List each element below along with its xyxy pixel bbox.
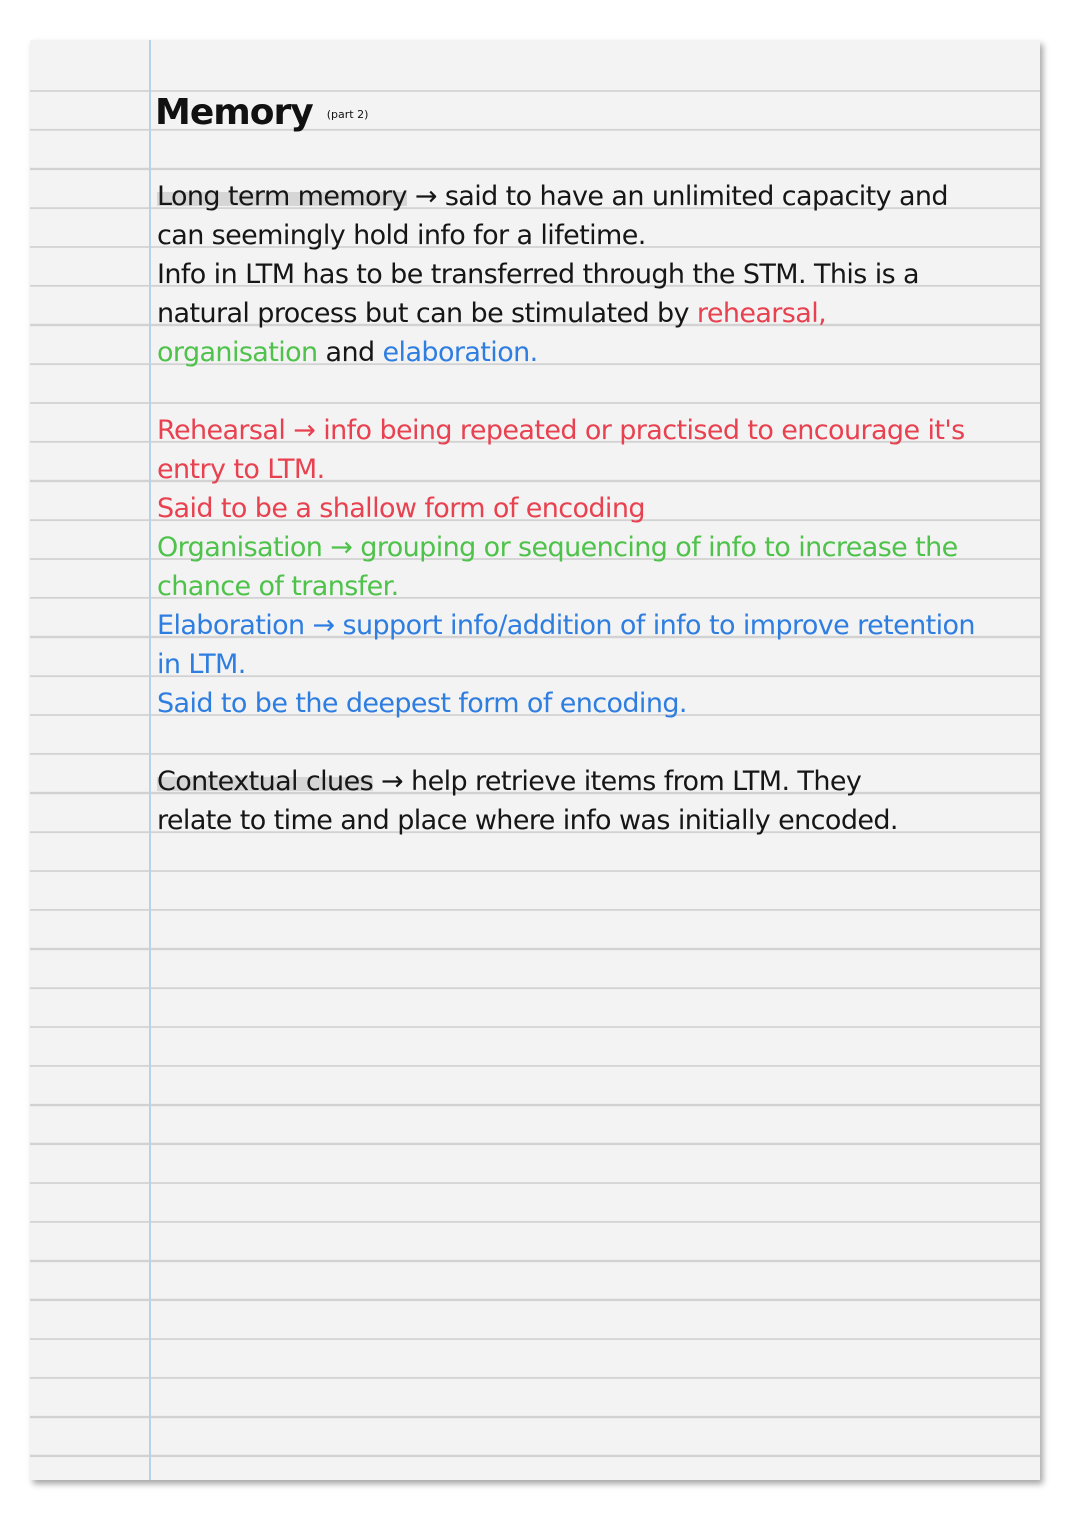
margin-line xyxy=(149,40,151,1480)
elaboration-line-3: Said to be the deepest form of encoding. xyxy=(157,688,687,719)
spacer xyxy=(157,723,1037,762)
ltm-line-4 xyxy=(157,294,1037,333)
elaboration-line-1: Elaboration → support info/addition of info to improve retention xyxy=(157,610,975,641)
spacer xyxy=(157,372,1037,411)
organisation-line-1: Organisation → grouping or sequencing of info to increase the xyxy=(157,532,958,563)
page-title xyxy=(155,92,368,133)
ltm-organisation-word: organisation xyxy=(157,337,318,368)
contextual-line-2: relate to time and place where info was initially encoded. xyxy=(157,805,898,836)
title-text: Memory xyxy=(155,92,313,133)
ltm-term: Long term memory xyxy=(157,181,407,212)
ltm-line-3: Info in LTM has to be transferred through the STM. This is a xyxy=(157,259,920,290)
ltm-elaboration-word: elaboration. xyxy=(382,337,538,368)
ltm-and-word: and xyxy=(317,337,383,368)
contextual-def: → help retrieve items from LTM. They xyxy=(373,766,862,797)
notebook-page xyxy=(30,40,1040,1480)
title-subtitle: (part 2) xyxy=(326,107,369,121)
rehearsal-line-2: entry to LTM. xyxy=(157,454,325,485)
rehearsal-line-3: Said to be a shallow form of encoding xyxy=(157,493,645,524)
ltm-line-4-text: natural process but can be stimulated by xyxy=(157,298,697,329)
organisation-line-2: chance of transfer. xyxy=(157,571,399,602)
elaboration-line-2: in LTM. xyxy=(157,649,246,680)
contextual-term: Contextual clues xyxy=(157,766,374,797)
ltm-line-1 xyxy=(157,177,1037,216)
ltm-line-2: can seemingly hold info for a lifetime. xyxy=(157,220,646,251)
ltm-def: → said to have an unlimited capacity and xyxy=(406,181,948,212)
contextual-line-1 xyxy=(157,762,1037,801)
ltm-rehearsal-word: rehearsal, xyxy=(696,298,827,329)
rehearsal-line-1: Rehearsal → info being repeated or practised to encourage it's xyxy=(157,415,965,446)
notes-body xyxy=(157,177,1037,840)
ltm-line-5 xyxy=(157,333,1037,372)
